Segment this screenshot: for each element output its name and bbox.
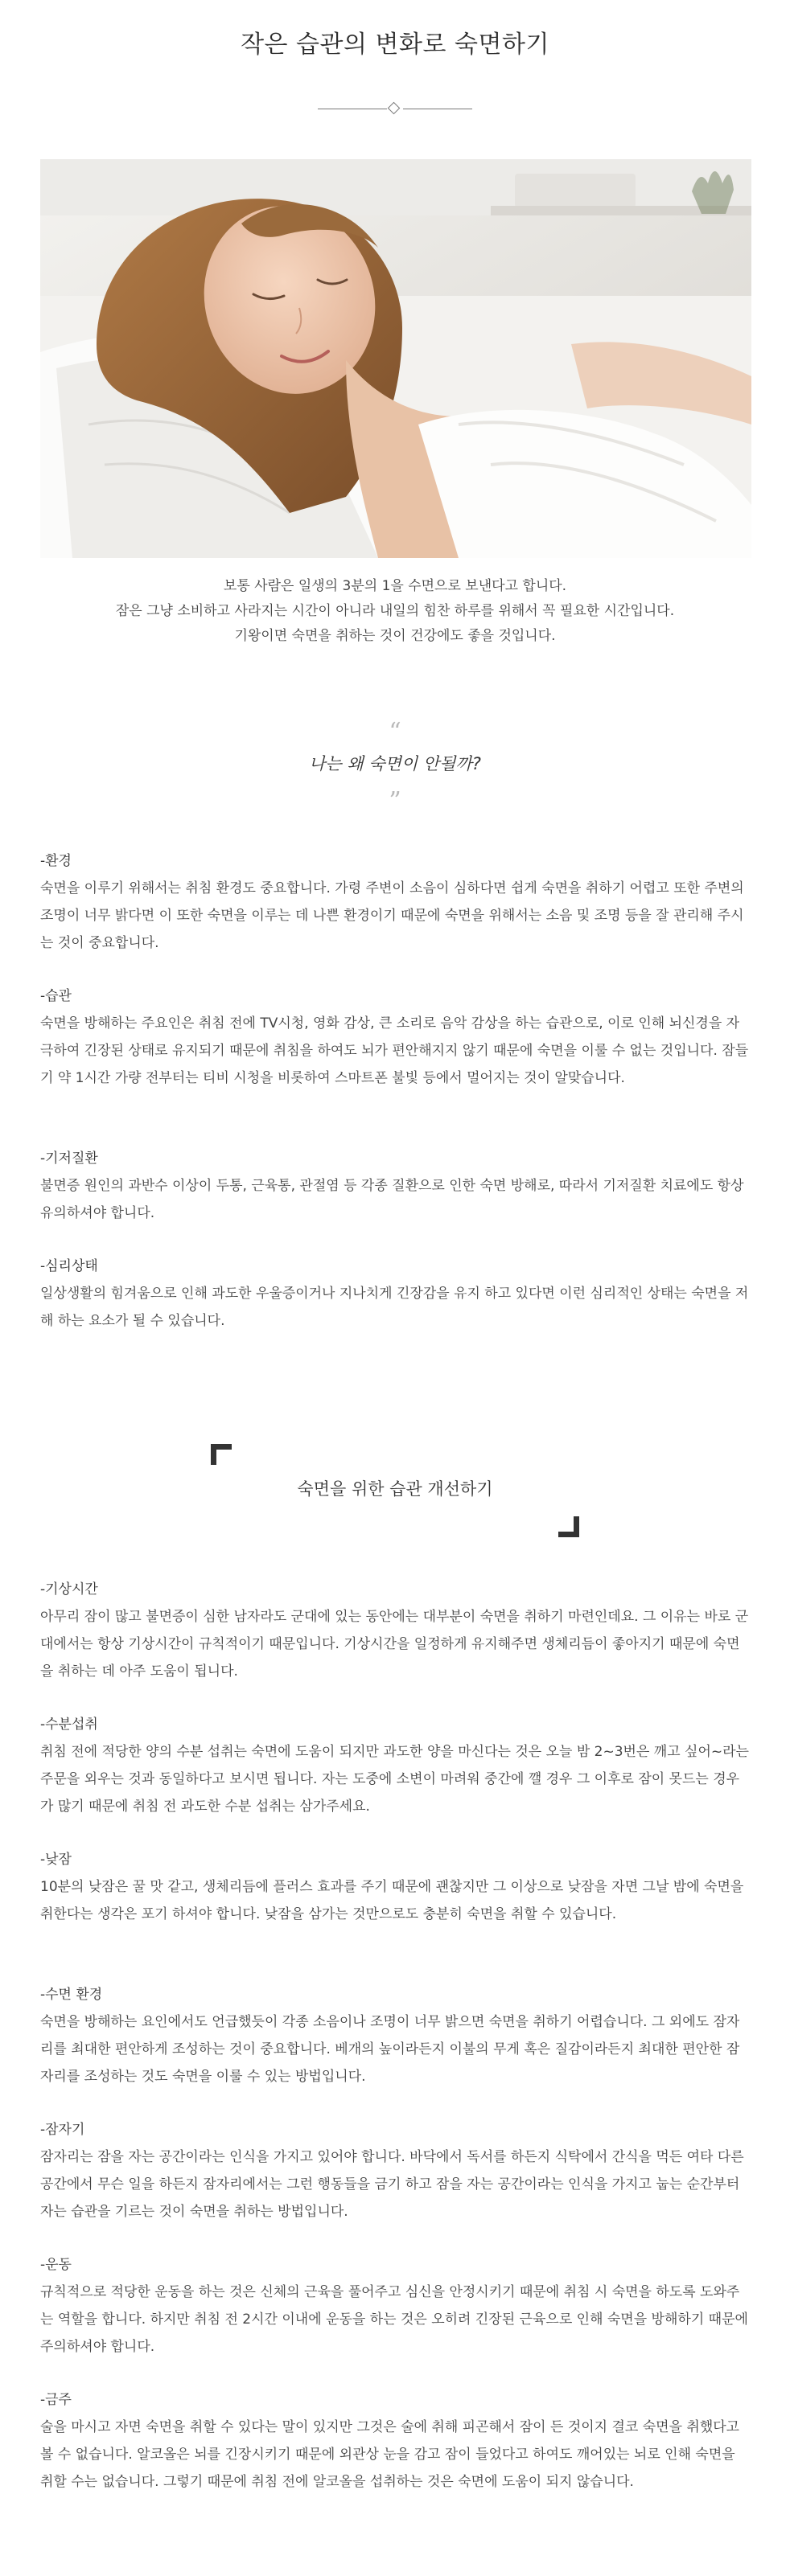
page-title: 작은 습관의 변화로 숙면하기 bbox=[241, 31, 549, 59]
bracket-corner-icon bbox=[558, 1516, 579, 1537]
cause-section-habit bbox=[40, 982, 751, 1092]
section-heading: -기상시간 bbox=[40, 1581, 98, 1598]
cause-section-mental bbox=[40, 1253, 751, 1335]
section-heading: -수분섭취 bbox=[40, 1717, 98, 1733]
section-body: 취침 전에 적당한 양의 수분 섭취는 숙면에 도움이 되지만 과도한 양을 마신다는 것은 오늘 밤 2~3번은 깨고 싶어~라는 주문을 외우는 것과 동일하다고 보시면 됩니다. 자는 도중에 소변이 마려워 중간에 깰 경우 그 이후로 잠이 못드는 경우가 많기 때문에 취침 전 과도한 수분 섭취는 삼가주세요. bbox=[40, 1744, 749, 1815]
section-body: 숙면을 이루기 위해서는 취침 환경도 중요합니다. 가령 주변이 소음이 심하다면 쉽게 숙면을 취하기 어렵고 또한 주변의 조명이 너무 밝다면 이 또한 숙면을 이루는 데 나쁜 환경이기 때문에 숙면을 위해서는 소음 및 조명 등을 잘 관리해 주시는 것이 중요합니다. bbox=[40, 880, 744, 951]
habit-section-alcohol bbox=[40, 2386, 751, 2496]
section-heading: -낮잠 bbox=[40, 1852, 72, 1868]
section-body: 10분의 낮잠은 꿀 맛 같고, 생체리듬에 플러스 효과를 주기 때문에 괜찮지만 그 이상으로 낮잠을 자면 그날 밤에 숙면을 취한다는 생각은 포기 하셔야 합니다. 낮잠을 삼가는 것만으로도 충분히 숙면을 취할 수 있습니다. bbox=[40, 1879, 744, 1922]
section-heading: -금주 bbox=[40, 2392, 72, 2408]
section-body: 아무리 잠이 많고 불면증이 심한 남자라도 군대에 있는 동안에는 대부분이 숙면을 취하기 마련인데요. 그 이유는 바로 군대에서는 항상 기상시간이 규칙적이기 때문입니다. 기상시간을 일정하게 유지해주면 생체리듬이 좋아지기 때문에 숙면을 취하는 데 아주 도움이 됩니다. bbox=[40, 1609, 749, 1680]
habit-section-bed bbox=[40, 2116, 751, 2225]
section-heading: -잠자기 bbox=[40, 2122, 85, 2138]
section-heading: -수면 환경 bbox=[40, 1987, 103, 2003]
intro-line: 기왕이면 숙면을 취하는 것이 건강에도 좋을 것입니다. bbox=[234, 628, 556, 644]
intro-paragraph bbox=[0, 574, 790, 649]
section-heading: -기저질환 bbox=[40, 1151, 98, 1167]
section-heading: -환경 bbox=[40, 853, 72, 869]
habit-section-water bbox=[40, 1711, 751, 1820]
habit-section-environment bbox=[40, 1981, 751, 2090]
habit-section-exercise bbox=[40, 2251, 751, 2361]
cause-section-environment bbox=[40, 847, 751, 957]
bracket-corner-icon bbox=[211, 1444, 232, 1465]
hero-image-sleeping-woman bbox=[40, 159, 751, 558]
section-body: 규칙적으로 적당한 운동을 하는 것은 신체의 근육을 풀어주고 심신을 안정시키기 때문에 취침 시 숙면을 하도록 도와주는 역할을 합니다. 하지만 취침 전 2시간 이내에 운동을 하는 것은 오히려 긴장된 근육으로 인해 숙면을 방해하기 때문에 주의하셔야 합니다. bbox=[40, 2284, 748, 2355]
section-body: 숙면을 방해하는 요인에서도 언급했듯이 각종 소음이나 조명이 너무 밝으면 숙면을 취하기 어렵습니다. 그 외에도 잠자리를 최대한 편안하게 조성하는 것이 중요합니다. 베개의 높이라든지 이불의 무게 혹은 질감이라든지 최대한 편안한 잠자리를 조성하는 것도 숙면을 이룰 수 있는 방법입니다. bbox=[40, 2014, 740, 2085]
section-body: 잠자리는 잠을 자는 공간이라는 인식을 가지고 있어야 합니다. 바닥에서 독서를 하든지 식탁에서 간식을 먹든 여타 다른 공간에서 무슨 일을 하든지 잠자리에서는 그런 행동들을 금기 하고 잠을 자는 공간이라는 인식을 가지고 눕는 순간부터 자는 습관을 기르는 것이 숙면을 취하는 방법입니다. bbox=[40, 2149, 744, 2220]
section-body: 숙면을 방해하는 주요인은 취침 전에 TV시청, 영화 감상, 큰 소리로 음악 감상을 하는 습관으로, 이로 인해 뇌신경을 자극하여 긴장된 상태로 유지되기 때문에 취침을 하여도 뇌가 편안해지지 않기 때문에 숙면을 이룰 수 없는 것입니다. 잠들기 약 1시간 가량 전부터는 티비 시청을 비롯하여 스마트폰 불빛 등에서 멀어지는 것이 알맞습니다. bbox=[40, 1015, 749, 1086]
section-body: 일상생활의 힘겨움으로 인해 과도한 우울증이거나 지나치게 긴장감을 유지 하고 있다면 이런 심리적인 상태는 숙면을 저해 하는 요소가 될 수 있습니다. bbox=[40, 1286, 749, 1329]
section-body: 불면증 원인의 과반수 이상이 두통, 근육통, 관절염 등 각종 질환으로 인한 숙면 방해로, 따라서 기저질환 치료에도 항상 유의하셔야 합니다. bbox=[40, 1178, 744, 1221]
quote-open-icon: “ bbox=[389, 718, 401, 746]
habits-section-title bbox=[211, 1444, 579, 1537]
section-heading: -심리상태 bbox=[40, 1258, 98, 1274]
intro-line: 잠은 그냥 소비하고 사라지는 시간이 아니라 내일의 힘찬 하루를 위해서 꼭 필요한 시간입니다. bbox=[115, 603, 675, 619]
quote-close-icon: ” bbox=[389, 787, 401, 815]
section-body: 술을 마시고 자면 숙면을 취할 수 있다는 말이 있지만 그것은 술에 취해 피곤해서 잠이 든 것이지 결코 숙면을 취했다고 볼 수 없습니다. 알코올은 뇌를 긴장시키기 때문에 외관상 눈을 감고 잠이 들었다고 하여도 깨어있는 뇌로 인해 숙면을 취할 수는 없습니다. 그렇기 때문에 취침 전에 알코올을 섭취하는 것은 숙면에 도움이 되지 않습니다. bbox=[40, 2419, 740, 2490]
cause-section-disease bbox=[40, 1145, 751, 1227]
habit-section-wakeup bbox=[40, 1576, 751, 1685]
section-heading: -습관 bbox=[40, 988, 72, 1004]
habit-section-nap bbox=[40, 1846, 751, 1928]
diamond-ornament-icon bbox=[388, 102, 401, 115]
section-heading: -운동 bbox=[40, 2257, 72, 2273]
habits-title-text: 숙면을 위한 습관 개선하기 bbox=[297, 1479, 493, 1499]
intro-line: 보통 사람은 일생의 3분의 1을 수면으로 보낸다고 합니다. bbox=[223, 578, 567, 594]
title-divider bbox=[318, 101, 472, 117]
quote-heading: 나는 왜 숙면이 안될까? bbox=[309, 754, 481, 773]
sleeping-woman-illustration bbox=[40, 159, 751, 558]
